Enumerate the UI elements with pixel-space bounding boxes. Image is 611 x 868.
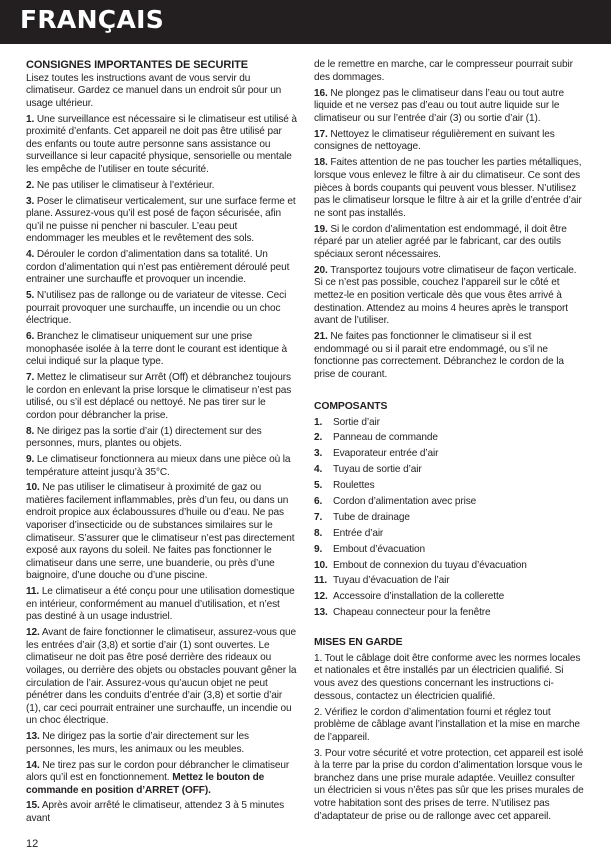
warning-item: 1. Tout le câblage doit être conforme avec les normes locales et nationales et être installés par un électricien qualifié. Si vous avez des questions concernant les instructions ci-dessous, contactez un électricien qualifié. [314,652,581,702]
safety-item-number: 7. [26,371,35,383]
safety-item-text: Poser le climatiseur verticalement, sur une surface ferme et plane. Assurez-vous qu’il est posé de façon sécurisée, afin qu’il ne puisse ni pencher ni basculer. L’eau peut endommager les meubles et le revêtement des sols. [26,195,296,245]
safety-item [26,482,297,583]
component-number: 11. [314,575,328,587]
safety-item-number: 17. [314,128,328,140]
safety-item-text: Une surveillance est nécessaire si le climatiseur est utilisé à proximité d’enfants. Cet appareil ne doit pas être utilisé par des enfants ou toute autre personne sans assistance ou surveillance si leur capacité physique, sensorielle ou mentale les empêche de l’utiliser en toute sécurité. [26,113,297,175]
safety-item-number: 12. [26,627,40,639]
safety-item-text: Ne plongez pas le climatiseur dans l’eau ou tout autre liquide et ne versez pas d’eau ou tout autre liquide sur le climatiseur ou sur l’entrée d’air (3) ou sortie d’air (1). [314,87,565,124]
component-item [314,417,585,433]
safety-item-number: 1. [26,113,35,125]
component-label: Tuyau d’évacuation de l’air [333,575,450,587]
safety-item-text: Ne dirigez pas la sortie d’air (1) directement sur des personnes, murs, plantes ou objets. [26,425,262,450]
safety-item-number: 2. [26,179,35,191]
item-15-continuation: de le remettre en marche, car le compresseur pourrait subir des dommages. [314,59,573,83]
safety-item-text: Ne tirez pas sur le cordon pour débrancher le climatiseur alors qu’il est en fonctionnement. [26,759,290,784]
component-number: 7. [314,511,323,523]
language-title: FRANÇAIS [20,5,165,34]
safety-section-title: CONSIGNES IMPORTANTES DE SECURITE [26,59,249,71]
component-item [314,512,585,528]
safety-item-number: 10. [26,482,40,494]
safety-item-text: Si le cordon d’alimentation est endommagé, il doit être réparé par un atelier agréé par le fabricant, car des outils spéciaux seront nécessaires. [314,223,567,260]
component-item [314,591,585,607]
component-item [314,575,585,591]
safety-item [314,331,585,381]
component-number: 8. [314,527,323,539]
safety-item-text: Mettez le climatiseur sur Arrêt (Off) et débranchez toujours le cordon en enlevant la prise lorsque le climatiseur n’est pas utilisé, ou s’il est déplacé ou nettoyé. Ne pas tirer sur le cordon pour débrancher la prise. [26,371,292,421]
component-label: Entrée d’air [333,527,384,539]
component-number: 10. [314,559,328,571]
warnings-title: MISES EN GARDE [314,637,403,649]
safety-item-number: 13. [26,731,40,743]
safety-item-number: 20. [314,264,328,276]
component-item [314,432,585,448]
component-number: 9. [314,543,323,555]
safety-item [314,129,585,154]
component-label: Accessoire d’installation de la collerette [333,591,505,603]
safety-item-text: Branchez le climatiseur uniquement sur une prise monophasée isolée à la terre dont le courant est identique à celui indiqué sur la plaque type. [26,331,288,368]
safety-item-number: 21. [314,331,328,343]
component-item [314,544,585,560]
component-number: 4. [314,464,323,476]
safety-item-number: 9. [26,453,35,465]
component-item [314,464,585,480]
safety-instructions-list [26,114,297,826]
safety-item [26,627,297,728]
safety-item [26,800,297,825]
component-number: 12. [314,591,328,603]
warning-item: 3. Pour votre sécurité et votre protection, cet appareil est isolé à la terre par la prise du cordon d’alimentation lorsque vous le branchez dans une prise murale adaptée. Veuillez consulter un électricien si vous n’êtes pas sûr que les prises murales de votre habitation sont des prises de terre. N’utilisez pas d’adaptateur de prise ou de rallonge avec cet appareil. [314,747,584,822]
safety-item [26,290,297,328]
safety-item-number: 6. [26,331,35,342]
safety-item-text: Ne pas utiliser le climatiseur à proximité de gaz ou matières facilement inflammables, près d’un feu, ou dans un endroit propice aux éclaboussures d’huile ou d’eau. Ne pas vaporiser d’insecticide ou de substances similaires sur le climatiseur. S’assurer que le climatiseur n’est pas directement exposé aux rayons du soleil. Ne faites pas fonctionner le climatiseur dans une serre, une buanderie, ou près d’une baignoire, d’une douche ou d’une piscine. [26,482,295,582]
safety-instructions-list-continued [314,88,585,382]
safety-item-number: 8. [26,425,35,437]
warning-item: 2. Vérifiez le cordon d’alimentation fourni et réglez tout problème de câblage avant l’installation et la mise en marche de l’appareil. [314,706,580,743]
safety-item-number: 5. [26,290,35,302]
language-header [0,0,611,44]
component-item [314,480,585,496]
component-label: Tuyau de sortie d’air [333,464,422,476]
component-label: Sortie d’air [333,416,380,428]
safety-item-number: 4. [26,249,35,261]
safety-item-text: Faites attention de ne pas toucher les parties métalliques, lorsque vous enlevez le filtre à air du climatiseur. Ce sont des pièces à bords coupants qui peuvent vous blesser. N’utilisez pas le climatiseur lorsque le filtre à air et la grille d’entrée d’air ne sont pas installés. [314,157,582,219]
components-list [314,417,585,624]
safety-item-number: 14. [26,759,40,771]
component-label: Embout de connexion du tuyau d’évacuation [333,559,527,571]
component-item [314,528,585,544]
component-label: Cordon d’alimentation avec prise [333,496,477,508]
component-label: Panneau de commande [333,432,438,444]
safety-item-text: Le climatiseur fonctionnera au mieux dans une pièce où la température atteint jusqu’à 35°C. [26,453,291,478]
component-item [314,607,585,623]
safety-item-text: Nettoyez le climatiseur régulièrement en suivant les consignes de nettoyage. [314,128,555,153]
page-number: 12 [26,838,39,850]
safety-item-emphasis: Mettez le bouton de commande en position d’ARRET (OFF). [26,772,265,796]
component-number: 2. [314,432,323,444]
safety-item-number: 11. [26,586,40,598]
component-number: 3. [314,448,323,460]
safety-item [26,196,297,246]
component-item [314,496,585,512]
safety-item [26,731,297,756]
safety-item-number: 3. [26,195,35,207]
safety-item-text: Dérouler le cordon d’alimentation dans sa totalité. Un cordon d’alimentation qui n’est pas entièrement déroulé peut entrainer une surchauffe et provoquer un incendie. [26,249,290,286]
safety-item-text: Ne faites pas fonctionner le climatiseur si il est endommagé ou si il parait etre endommagé, ou s’il ne fonctionne pas correctement. Débranchez le cordon de la prise de courant. [314,331,564,380]
components-title: COMPOSANTS [314,400,388,412]
component-number: 6. [314,496,323,508]
safety-intro: Lisez toutes les instructions avant de vous servir du climatiseur. Gardez ce manuel dans un endroit sûr pour un usage ultérieur. [26,72,282,109]
safety-item [26,760,297,798]
safety-item [26,331,297,369]
safety-item [26,426,297,451]
safety-item [314,224,585,262]
safety-item [26,454,297,479]
safety-item-number: 16. [314,87,328,99]
safety-item [26,372,297,422]
safety-item [26,249,297,287]
component-label: Evaporateur entrée d’air [333,448,439,460]
component-label: Chapeau connecteur pour la fenêtre [333,607,491,619]
left-column [26,59,297,829]
safety-item [314,157,585,220]
safety-item [314,88,585,126]
component-label: Embout d’évacuation [333,543,425,555]
safety-item-number: 15. [26,800,40,812]
component-label: Tube de drainage [333,511,410,523]
component-number: 13. [314,607,328,619]
warnings-list [314,653,585,824]
component-item [314,448,585,464]
component-number: 5. [314,480,323,492]
safety-item-text: Avant de faire fonctionner le climatiseur, assurez-vous que les entrées d’air (3,8) et sortie d’air (1) sont ouvertes. Le climatiseur ne doit pas être posé derrière des rideaux ou voilages, ou derrière des objets ou obstacles pouvant gêner la circulation de l’air. Assurez-vous qu’aucun objet ne peut pénétrer dans les conduits d’entrée d’air (3,8) et sortie d’air (1), car ceci pourrait entrainer une surchauffe, un incendie ou un choc électrique. [26,627,297,727]
safety-item-text: N’utilisez pas de rallonge ou de variateur de vitesse. Ceci pourrait provoquer une surchauffe, un incendie ou un choc électrique. [26,290,287,327]
component-number: 1. [314,416,323,428]
safety-item-text: Après avoir arrêté le climatiseur, attendez 3 à 5 minutes avant [26,800,285,825]
safety-item [26,586,297,624]
safety-item-text: Ne pas utiliser le climatiseur à l’extérieur. [36,179,215,191]
safety-item-text: Transportez toujours votre climatiseur de façon verticale. Si ce n’est pas possible, couchez l’appareil sur le côté et mettez-le en position verticale dès que vous êtes arrivé à destination. Attendez au moins 4 heures après le transport avant de l’utiliser. [314,264,577,327]
safety-item [314,265,585,328]
component-item [314,560,585,576]
safety-item-text: Le climatiseur a été conçu pour une utilisation domestique en intérieur, conformément au manuel d’utilisation, et n’est pas destiné à un usage industriel. [26,586,295,623]
right-column [314,59,585,827]
safety-item-text: Ne dirigez pas la sortie d’air directement sur les personnes, les murs, les animaux ou les meubles. [26,731,249,755]
safety-item-number: 19. [314,223,328,235]
safety-item [26,180,297,193]
safety-item-number: 18. [314,157,328,169]
component-label: Roulettes [333,480,375,492]
safety-item [26,114,297,177]
